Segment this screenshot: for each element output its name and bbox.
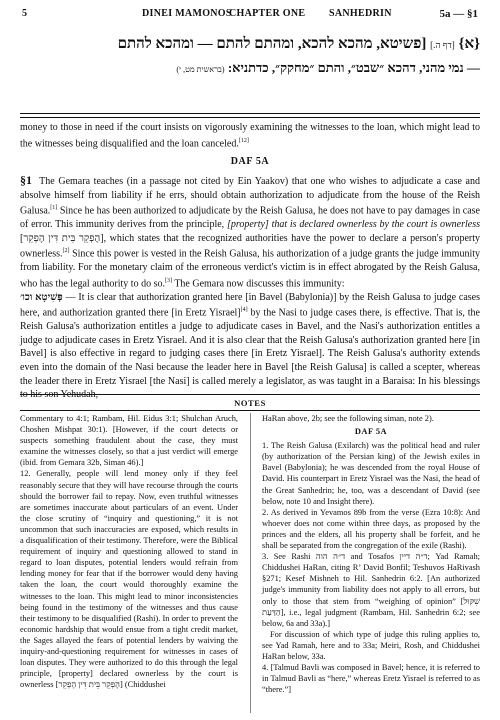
para-2b: , which states that the recognized authorities have the power to declare a person's property ownerless.: [20, 232, 480, 260]
gemara-text-1: — It is clear that authorization granted here [in Bavel (Babylonia)] by the Reish Galusa to judge cases here, and authorization granted there [in Eretz Yisrael]: [20, 291, 480, 319]
top-rule-thin: [20, 117, 480, 118]
note-left-2: 12. Generally, people will lend money only if they feel reasonably secure that they will have recourse through the courts should the borrower fail to repay. Now, even truthful witnesses are sometimes inaccurate about particulars of an event. Under the close scrutiny of “inquiry and questioning,” it is not uncommon that such inaccuracies are exposed, which results in a disqualification of their testimony. Therefore, were the Biblical requirement of inquiry and questioning allowed to stand in regard to loan disputes, potential lenders would refrain from lending money for fear that if the borrower would deny having taken the loan, the court would thoroughly examine the witnesses to the loan. This might lead to minor inconsistencies being found in the testimony of the witnesses and thus cause their testimony to be disqualified (Rashi). In order to prevent the economic hardship that would ensue from a tight credit market, the Sages allayed the fears of potential lenders by waiving the inquiry-and-questioning requirement for witnesses in cases of loan disputes. They were authorized to do this through the legal principle, [property] declared ownerless by the court is ownerless [הֶפְקֵר בֵּית דִּין הֶפְקֵר] (Chiddushei: [20, 469, 238, 690]
principle-hebrew: [הֶפְקֵר בֵּית דִּין הֶפְקֵר]: [20, 232, 104, 244]
main-commentary: [20, 174, 480, 402]
hebrew-line-1: [118, 36, 480, 53]
running-header: [22, 8, 478, 24]
page-number: 5: [22, 8, 27, 19]
note-right-5: 4. [Talmud Bavli was composed in Bavel; hence, it is referred to in Talmud Bavli as “here,” whereas Eretz Yisrael is referred to as “there.”]: [262, 663, 481, 695]
gemara-hebrew-lemma: פְּשִׁיטָא וכו׳: [20, 291, 63, 303]
principle-text: [property] that is declared ownerless by the court is ownerless: [226, 219, 481, 231]
section-mark: §1: [20, 173, 32, 187]
notes-rule: [20, 394, 480, 395]
footnote-ref: [2]: [62, 248, 70, 255]
top-rule: [20, 113, 480, 114]
note-left-1: Commentary to 4:1; Rambam, Hil. Eidus 3:1; Shulchan Aruch, Choshen Mishpat 30:1). [However, if the court detects or suspects something fraudulent about the case, they must examine the witnesses closely, so that a just verdict will emerge (ibid. from Gemara 32b, Siman 46).]: [20, 414, 238, 468]
hebrew-verse-ref: (בראשית מט, י): [176, 65, 225, 74]
note-right-4: For discussion of which type of judge this ruling applies to, see Yad Ramah, here and to 33a; Meiri, Rosh, and Chiddushei HaRan below, 33a.: [262, 629, 480, 661]
footnote-ref: [1]: [50, 205, 58, 212]
series-title: DINEI MAMONOS: [142, 8, 232, 19]
chapter-title: CHAPTER ONE: [229, 8, 306, 19]
notes-right-column: [262, 413, 480, 695]
footnote-ref: [3]: [164, 277, 172, 284]
note-right-2: 2. As derived in Yevamos 89b from the verse (Ezra 10:8): And whoever does not come within three days, as proposed by the princes and the elders, all his property shall be forfeit, and he shall be separated from the congregation of the exile (Rashi).: [262, 507, 480, 551]
notes-title: NOTES: [234, 398, 266, 408]
hebrew-daf-ref: [דף ה.]: [430, 40, 455, 50]
note-right-1: 1. The Reish Galusa (Exilarch) was the political head and ruler (by authorization of the Persian king) of the Jewish exiles in Bavel (Babylonia); he was descended from the royal House of David. His counterpart in Eretz Yisrael was the Nasi, the head of the Great Sanhedrin; he, too, was a descendant of David (see below, note 10 and Insight there).: [262, 441, 480, 506]
tractate-title: SANHEDRIN: [329, 8, 392, 19]
para-2a: Since he has been authorized to adjudicate by the Reish Galusa, he does not have to pay damages in case of error. This immunity derives from the principle,: [20, 205, 480, 231]
para-1: The Gemara teaches (in a passage not cited by Ein Yaakov) that one who wishes to adjudicate a case and absolve himself from liability if he errs, should obtain authorization to adjudicate from the house of the Reish Galusa.: [20, 176, 480, 217]
footnote-ref: [4]: [240, 307, 248, 314]
notes-daf-heading: DAF 5A: [354, 427, 388, 437]
continuation-paragraph: [20, 121, 480, 151]
notes-left-column: [20, 413, 238, 690]
para-3b: The Gemara now discusses this immunity:: [174, 278, 345, 290]
continuation-text: money to those in need if the court insists on vigorously examining the witnesses to the loan, which might lead to the witnesses being disqualified and the loan canceled.: [20, 122, 480, 149]
hebrew-line-1-text: [פשיטא, מהכא להכא, ומהתם להתם — ומהכא להתם: [117, 36, 427, 52]
footnote-ref: [12]: [238, 137, 249, 144]
page-location: 5a — §1: [439, 8, 478, 20]
hebrew-bracket-marker: {א}: [458, 36, 480, 52]
note-right-intro: HaRan above, 2b; see the following siman, note 2).: [262, 414, 434, 423]
gemara-text-2: by the Nasi to judge cases there, is effective. That is, the Reish Galusa's authorization entitles a judge to adjudicate cases in Bavel, and the Nasi's authorization entitles a judge to adjudicate cases in Eretz Yisrael. And it is also clear that the Reish Galusa's authorization granted here [in Bavel] is also effective in regard to judging cases there [in Eretz Yisrael]. The Reish Galusa's authority extends even into the domain of the Nasi because the leader here in Bavel [the Reish Galusa] is called a scepter, whereas the leader there in Eretz Yisrael [the Nasi] is called merely a legislator, as was taught in a Baraisa: In his blessings to his son Yehudah,: [20, 307, 480, 401]
column-divider: [250, 413, 251, 713]
hebrew-line-2: [176, 60, 480, 76]
para-3: Since this power is vested in the Reish Galusa, his authorization of a judge grants the judge immunity from liability. For the monetary claim of the erroneous verdict's victim is in effect abrogated by the Reish Galusa, who has the legal authority to do so.: [20, 248, 480, 290]
note-right-3: 3. See Rashi ד״ה הוה and Tosafos ד״ה דיין; Yad Ramah; Chiddushei HaRan, citing R’ David Bonfil; Teshuvos HaRivash §271; Kesef Mishneh to Hil. Sanhedrin 6:2. [An authorized judge's immunity from liability does not apply to all errors, but only to those that stem from “weighing of opinion” [שִׁקּוּל הַדַּעַת], i.e., legal judgment (Rambam, Hil. Sanhedrin 6:2; see below, 6a and 33a).]: [262, 552, 480, 628]
hebrew-text-block: [20, 30, 480, 116]
daf-heading: DAF 5A: [230, 156, 270, 167]
notes-rule-thin: [20, 410, 480, 411]
hebrew-line-2-text: — נמי מהני, דהכא ״שבט״, והתם ״מחקק״, כדתניא:: [227, 60, 480, 75]
